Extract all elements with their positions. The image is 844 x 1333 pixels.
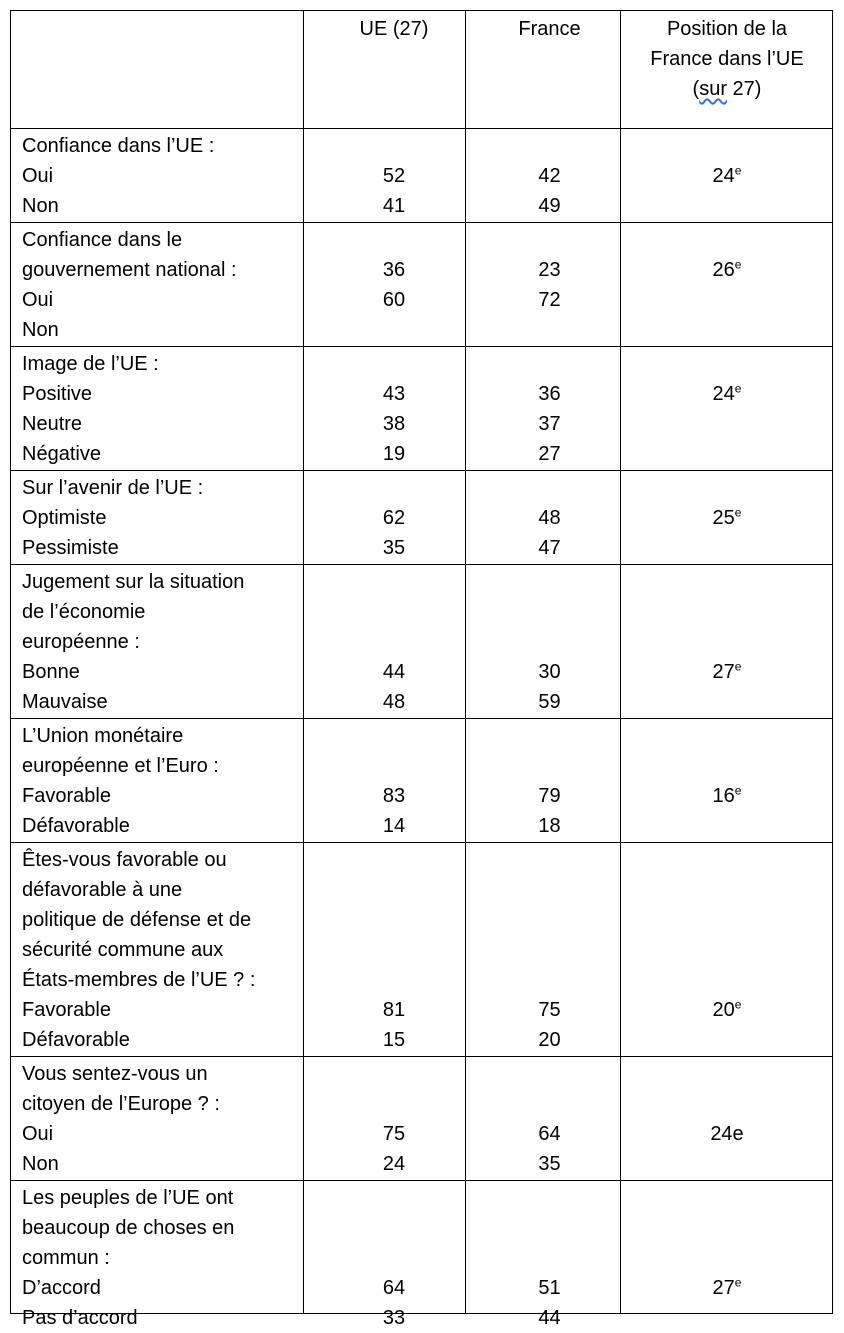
value-france: 48	[538, 507, 561, 529]
rank-position	[621, 379, 833, 409]
rank-suffix: e	[734, 997, 742, 1012]
row-label: Oui	[22, 165, 54, 187]
row-label: Oui	[22, 1123, 54, 1145]
header-france: France	[518, 18, 581, 40]
value-ue: 36	[382, 259, 406, 281]
rank-position	[621, 781, 833, 811]
row-label: D’accord	[22, 1277, 101, 1299]
value-ue: 19	[382, 443, 406, 465]
row-label: politique de défense et de	[22, 909, 252, 931]
value-ue: 33	[382, 1307, 406, 1329]
header-ue: UE (27)	[359, 18, 429, 40]
row-label: Favorable	[22, 999, 111, 1021]
value-france: 51	[538, 1277, 561, 1299]
value-france: 35	[538, 1153, 561, 1175]
rank-number: 25	[712, 507, 735, 529]
row-separator	[10, 128, 833, 129]
rank-position	[621, 255, 833, 285]
row-label: gouvernement national :	[22, 259, 237, 281]
row-label: Neutre	[22, 413, 83, 435]
value-france: 27	[538, 443, 561, 465]
row-separator	[10, 564, 833, 565]
value-france: 20	[538, 1029, 561, 1051]
row-label: Jugement sur la situation	[22, 571, 245, 593]
value-ue: 15	[382, 1029, 406, 1051]
rank-position	[621, 995, 833, 1025]
row-label: de l’économie	[22, 601, 146, 623]
row-label: Image de l’UE :	[22, 353, 159, 375]
rank-number: 27	[712, 661, 735, 683]
row-label: L’Union monétaire	[22, 725, 184, 747]
value-ue: 44	[382, 661, 406, 683]
row-separator	[10, 1180, 833, 1181]
header-position-line2: France dans l’UE	[650, 48, 804, 70]
value-ue: 60	[382, 289, 406, 311]
value-france: 72	[538, 289, 561, 311]
value-ue: 75	[382, 1123, 406, 1145]
rank-number: 27	[712, 1277, 735, 1299]
value-france: 49	[538, 195, 561, 217]
row-separator	[10, 1056, 833, 1057]
row-label: Optimiste	[22, 507, 107, 529]
row-label: Non	[22, 195, 59, 217]
rank-suffix: e	[734, 659, 742, 674]
row-label: commun :	[22, 1247, 110, 1269]
value-france: 30	[538, 661, 561, 683]
value-ue: 35	[382, 537, 406, 559]
value-ue: 64	[382, 1277, 406, 1299]
row-label: défavorable à une	[22, 879, 183, 901]
row-label: européenne et l’Euro :	[22, 755, 219, 777]
value-france: 42	[538, 165, 561, 187]
row-label: Sur l’avenir de l’UE :	[22, 477, 204, 499]
rank-number: 24e	[710, 1123, 744, 1145]
rank-position	[621, 503, 833, 533]
rank-position	[621, 1119, 833, 1149]
rank-number: 24	[712, 383, 735, 405]
rank-number: 24	[712, 165, 735, 187]
value-france: 64	[538, 1123, 561, 1145]
row-label: Êtes-vous favorable ou	[22, 849, 227, 871]
value-france: 18	[538, 815, 561, 837]
rank-position	[621, 161, 833, 191]
row-label: Bonne	[22, 661, 80, 683]
row-label: Vous sentez-vous un	[22, 1063, 208, 1085]
row-label: Défavorable	[22, 1029, 130, 1051]
value-ue: 14	[382, 815, 406, 837]
row-label: Confiance dans le	[22, 229, 183, 251]
rank-suffix: e	[734, 381, 742, 396]
value-ue: 52	[382, 165, 406, 187]
value-france: 23	[538, 259, 561, 281]
rank-position	[621, 1273, 833, 1303]
header-position-line1: Position de la	[666, 18, 788, 40]
row-label: Oui	[22, 289, 54, 311]
row-label: Pas d’accord	[22, 1307, 138, 1329]
value-ue: 24	[382, 1153, 406, 1175]
row-separator	[10, 222, 833, 223]
row-label: Les peuples de l’UE ont	[22, 1187, 234, 1209]
value-france: 47	[538, 537, 561, 559]
row-separator	[10, 470, 833, 471]
row-label: États-membres de l’UE ? :	[22, 969, 256, 991]
row-label: sécurité commune aux	[22, 939, 224, 961]
value-france: 36	[538, 383, 561, 405]
spellcheck-underlined-word: sur	[699, 78, 727, 100]
row-separator	[10, 346, 833, 347]
value-ue: 83	[382, 785, 406, 807]
row-label: citoyen de l’Europe ? :	[22, 1093, 220, 1115]
row-label: Négative	[22, 443, 101, 465]
row-label: Défavorable	[22, 815, 130, 837]
value-france: 44	[538, 1307, 561, 1329]
row-label: Favorable	[22, 785, 111, 807]
row-label: européenne :	[22, 631, 140, 653]
rank-position	[621, 657, 833, 687]
row-label: Non	[22, 319, 59, 341]
row-label: beaucoup de choses en	[22, 1217, 235, 1239]
value-ue: 62	[382, 507, 406, 529]
row-label: Positive	[22, 383, 93, 405]
header-position-line3: (sur 27)	[692, 78, 762, 100]
row-label: Non	[22, 1153, 59, 1175]
row-label: Confiance dans l’UE :	[22, 135, 215, 157]
rank-suffix: e	[734, 1275, 742, 1290]
row-label: Mauvaise	[22, 691, 108, 713]
value-ue: 48	[382, 691, 406, 713]
rank-number: 16	[712, 785, 735, 807]
value-france: 37	[538, 413, 561, 435]
value-france: 79	[538, 785, 561, 807]
rank-suffix: e	[734, 163, 742, 178]
row-label: Pessimiste	[22, 537, 119, 559]
rank-suffix: e	[734, 505, 742, 520]
value-france: 59	[538, 691, 561, 713]
value-ue: 41	[382, 195, 406, 217]
rank-number: 20	[712, 999, 735, 1021]
row-separator	[10, 718, 833, 719]
value-ue: 81	[382, 999, 406, 1021]
value-france: 75	[538, 999, 561, 1021]
value-ue: 38	[382, 413, 406, 435]
row-separator	[10, 842, 833, 843]
rank-number: 26	[712, 259, 735, 281]
rank-suffix: e	[734, 257, 742, 272]
value-ue: 43	[382, 383, 406, 405]
rank-suffix: e	[734, 783, 742, 798]
